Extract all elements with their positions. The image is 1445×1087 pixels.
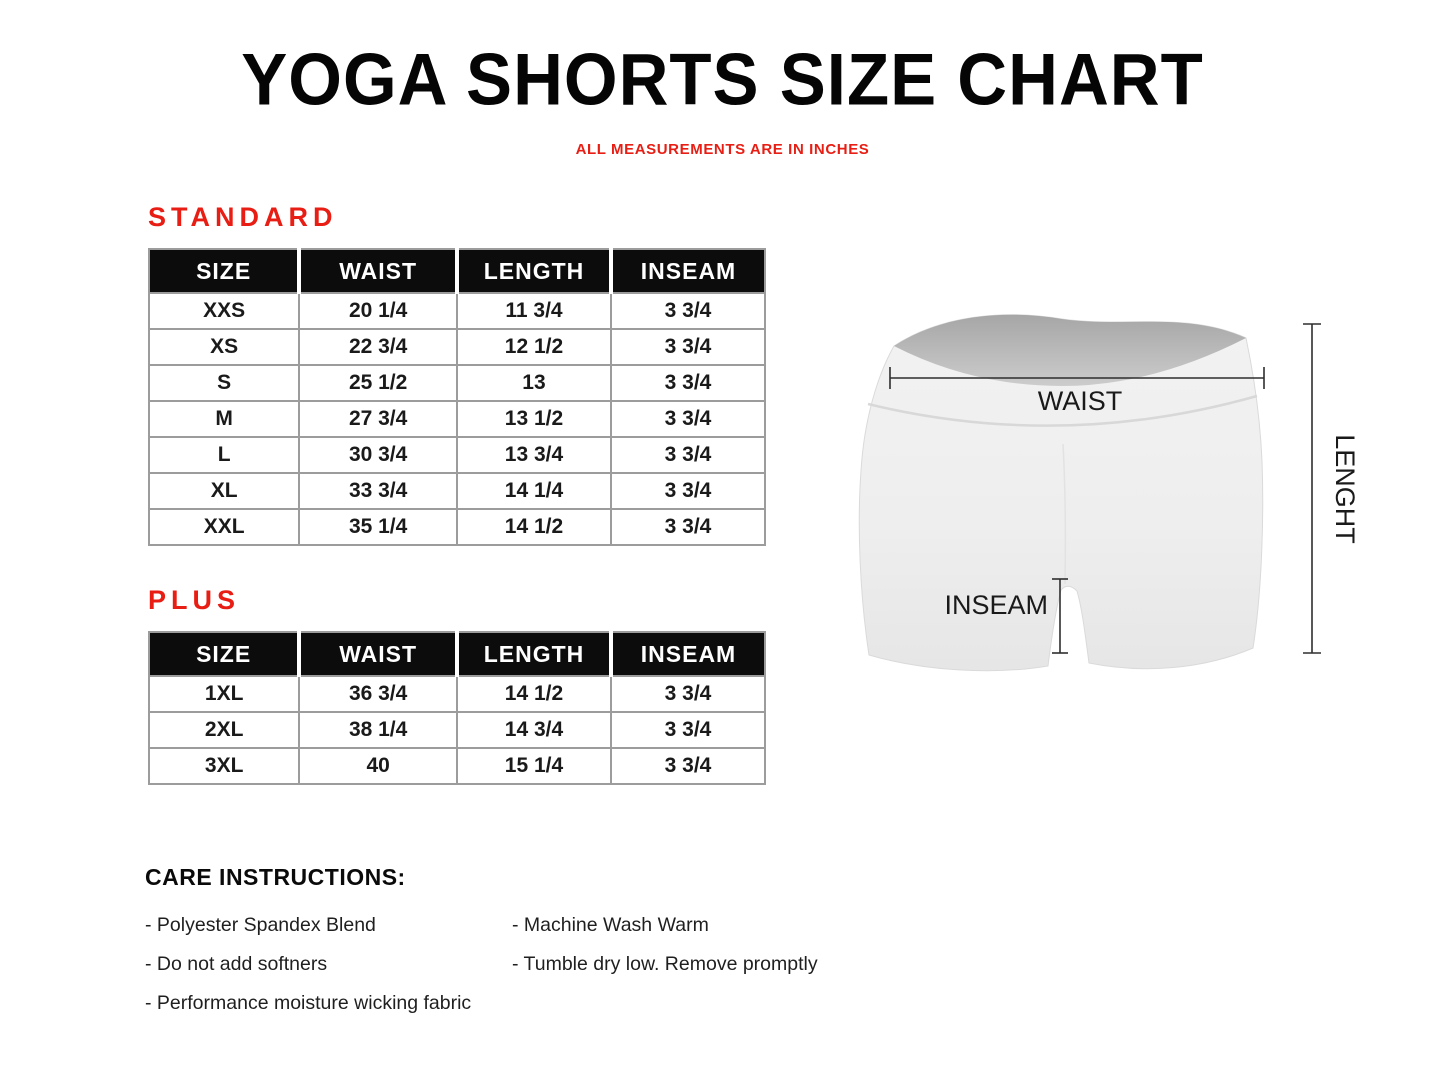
table-cell: 3 3/4: [611, 509, 765, 545]
table-cell: 25 1/2: [299, 365, 457, 401]
table-header: [149, 249, 765, 293]
table-cell: 3 3/4: [611, 437, 765, 473]
shorts-illustration: [859, 315, 1262, 671]
table-row: [149, 509, 765, 545]
header-row: [149, 632, 765, 676]
care-item: - Tumble dry low. Remove promptly: [512, 953, 818, 975]
table-cell: 3 3/4: [611, 748, 765, 784]
table-cell: 3 3/4: [611, 676, 765, 712]
size-table-plus: [148, 631, 766, 785]
column-header: LENGTH: [457, 249, 611, 293]
table-row: [149, 676, 765, 712]
section-heading-standard: STANDARD: [148, 202, 338, 232]
table-cell: 3 3/4: [611, 401, 765, 437]
table-cell: L: [149, 437, 299, 473]
table-cell: 2XL: [149, 712, 299, 748]
page-subtitle: ALL MEASUREMENTS ARE IN INCHES: [575, 141, 870, 158]
table-cell: 38 1/4: [299, 712, 457, 748]
inseam-label: INSEAM: [944, 590, 1048, 620]
table-body: [149, 293, 765, 545]
column-header: SIZE: [149, 249, 299, 293]
size-table-standard: [148, 248, 766, 546]
table-cell: 14 1/2: [457, 676, 611, 712]
table-row: [149, 712, 765, 748]
table-cell: 30 3/4: [299, 437, 457, 473]
table-cell: 20 1/4: [299, 293, 457, 329]
care-instructions-heading: CARE INSTRUCTIONS:: [145, 864, 406, 890]
table-body: [149, 676, 765, 784]
care-item: - Machine Wash Warm: [512, 914, 709, 936]
care-item: - Do not add softners: [145, 953, 328, 975]
table-cell: 14 1/2: [457, 509, 611, 545]
length-label: LENGHT: [1330, 434, 1360, 544]
table-cell: XL: [149, 473, 299, 509]
column-header: INSEAM: [611, 632, 765, 676]
table-cell: 3 3/4: [611, 473, 765, 509]
table-cell: 11 3/4: [457, 293, 611, 329]
column-header: INSEAM: [611, 249, 765, 293]
table-row: [149, 329, 765, 365]
table-cell: 36 3/4: [299, 676, 457, 712]
column-header: LENGTH: [457, 632, 611, 676]
care-list-right: [512, 915, 818, 993]
column-header: SIZE: [149, 632, 299, 676]
table-row: [149, 293, 765, 329]
table-row: [149, 748, 765, 784]
table-cell: 3 3/4: [611, 365, 765, 401]
table-header: [149, 632, 765, 676]
table-cell: 35 1/4: [299, 509, 457, 545]
table-cell: 33 3/4: [299, 473, 457, 509]
table-row: [149, 437, 765, 473]
table-cell: XXL: [149, 509, 299, 545]
table-cell: S: [149, 365, 299, 401]
table-cell: 27 3/4: [299, 401, 457, 437]
table-cell: 14 1/4: [457, 473, 611, 509]
table-cell: XS: [149, 329, 299, 365]
table-cell: 13 3/4: [457, 437, 611, 473]
table-cell: 1XL: [149, 676, 299, 712]
column-header: WAIST: [299, 249, 457, 293]
table-cell: 3XL: [149, 748, 299, 784]
table-cell: 12 1/2: [457, 329, 611, 365]
column-header: WAIST: [299, 632, 457, 676]
header-row: [149, 249, 765, 293]
table-cell: M: [149, 401, 299, 437]
table-cell: 3 3/4: [611, 712, 765, 748]
waist-label: WAIST: [1037, 386, 1123, 416]
table-row: [149, 401, 765, 437]
table-cell: 15 1/4: [457, 748, 611, 784]
table-cell: 22 3/4: [299, 329, 457, 365]
table-row: [149, 365, 765, 401]
page-title: YOGA SHORTS SIZE CHART: [241, 38, 1204, 121]
section-heading-plus: PLUS: [148, 585, 241, 615]
table-row: [149, 473, 765, 509]
table-cell: 40: [299, 748, 457, 784]
table-cell: XXS: [149, 293, 299, 329]
shorts-measurement-diagram: [852, 296, 1364, 706]
table-cell: 13: [457, 365, 611, 401]
length-measure-line: [1303, 324, 1321, 653]
table-cell: 14 3/4: [457, 712, 611, 748]
care-item: - Performance moisture wicking fabric: [145, 992, 472, 1014]
care-list-left: [145, 915, 471, 1032]
table-cell: 13 1/2: [457, 401, 611, 437]
table-cell: 3 3/4: [611, 293, 765, 329]
table-cell: 3 3/4: [611, 329, 765, 365]
care-item: - Polyester Spandex Blend: [145, 914, 376, 936]
